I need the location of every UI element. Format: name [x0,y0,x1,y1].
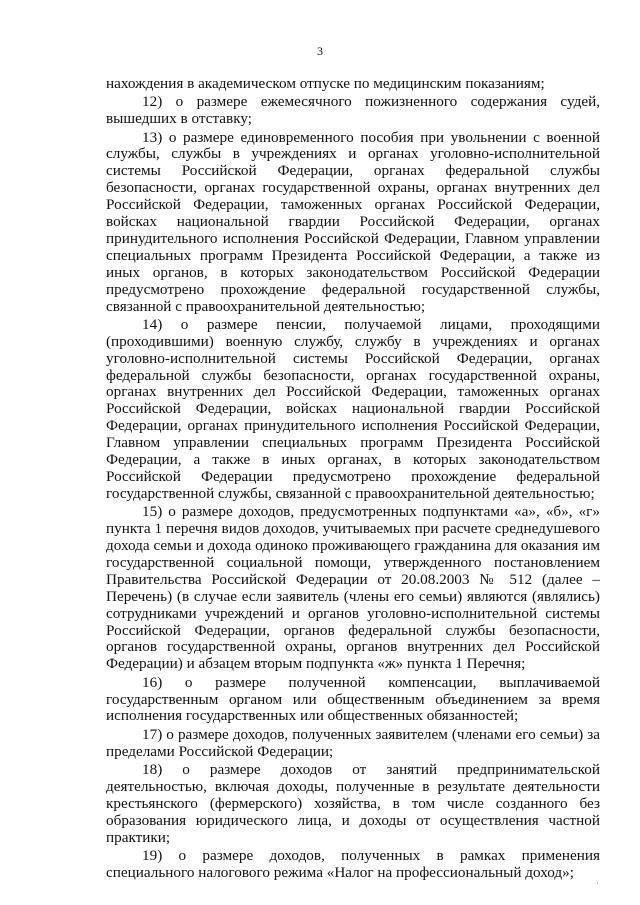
paragraph-item-13: 13) о размере единовременного пособия при увольнении с военной службы, службы в учреждениях и органах уголовно-исполнительной системы Российской Федерации, органах федеральной службы безопасности, органах государственной охраны, органах внутренних дел Российской Федерации, таможенных органах Российской Федерации, войсках национальной гвардии Российской Федерации, органах принудительного исполнения Российской Федерации, Главном управлении специальных программ Президента Российской Федерации, а также из иных органов, в которых законодательством Российской Федерации предусмотрено прохождение федеральной государственной службы, связанной с правоохранительной деятельностью; [106,128,600,315]
paragraph-item-17: 17) о размере доходов, полученных заявителем (членами его семьи) за пределами Российской Федерации; [106,725,600,760]
paragraph-item-14: 14) о размере пенсии, получаемой лицами, проходящими (проходившими) военную службу, службу в учреждениях и органах уголовно-исполнительной системы Российской Федерации, органах федеральной службы безопасности, органах государственной охраны, органах внутренних дел Российской Федерации, таможенных органах Российской Федерации, войсках национальной гвардии Российской Федерации, органах принудительного исполнения Российской Федерации, Главном управлении специальных программ Президента Российской Федерации, а также в иных органах, в которых законодательством Российской Федерации предусмотрено прохождение федеральной государственной службы, связанной с правоохранительной деятельностью; [106,315,600,502]
page-number: 3 [317,44,323,58]
paragraph-item-16: 16) о размере полученной компенсации, выплачиваемой государственным органом или общественным объединением за время исполнения государственных или общественных обязанностей; [106,673,600,725]
paragraph-item-12: 12) о размере ежемесячного пожизненного содержания судей, вышедших в отставку; [106,93,600,128]
paragraph-continuation: нахождения в академическом отпуске по медицинским показаниям; [106,75,545,92]
paragraph-item-18: 18) о размере доходов от занятий предпринимательской деятельностью, включая доходы, полученные в результате деятельности крестьянского (фермерского) хозяйства, в том числе созданного без образования юридического лица, и доходы от осуществления частной практики; [106,760,600,846]
document-body [106,76,600,883]
scan-mark: · [596,878,599,888]
paragraph-item-19: 19) о размере доходов, полученных в рамках применения специального налогового режима «Налог на профессиональный доход»; [106,846,600,881]
paragraph-item-15: 15) о размере доходов, предусмотренных подпунктами «а», «б», «г» пункта 1 перечня видов доходов, учитываемых при расчете среднедушевого дохода семьи и дохода одиноко проживающего гражданина для оказания им государственной социальной помощи, утвержденного постановлением Правительства Российской Федерации от 20.08.2003 № 512 (далее – Перечень) (в случае если заявитель (члены его семьи) являются (являлись) сотрудниками учреждений и органов уголовно-исполнительной системы Российской Федерации, органов федеральной службы безопасности, органов государственной охраны, органов внутренних дел Российской Федерации) и абзацем вторым подпункта «ж» пункта 1 Перечня; [106,503,600,673]
